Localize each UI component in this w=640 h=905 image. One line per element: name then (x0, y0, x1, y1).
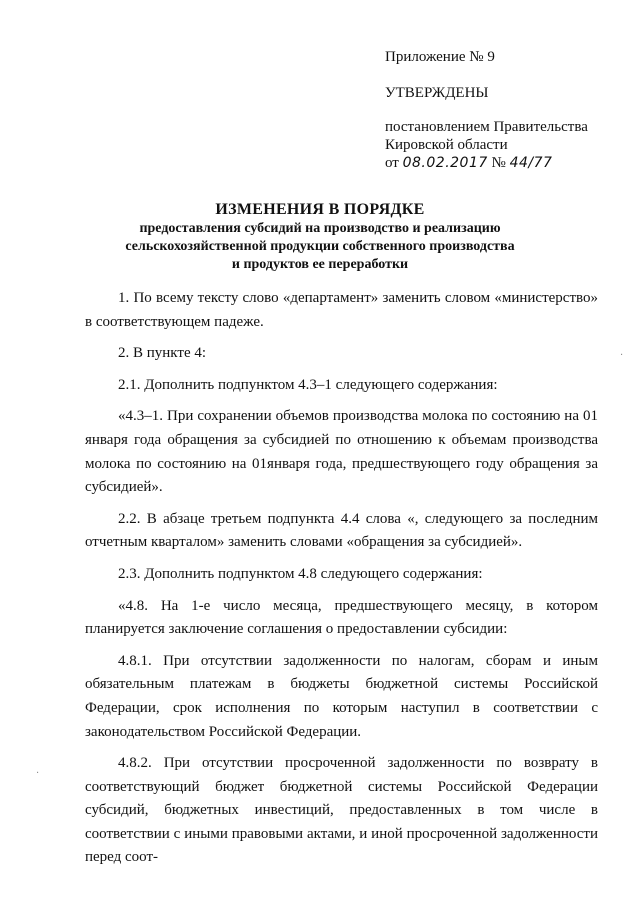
decree-date-handwritten: 08.02.2017 (402, 155, 488, 171)
paragraph-4-8-1: 4.8.1. При отсутствии задолженности по налогам, сборам и иным обязательным платежам в бюджеты бюджетной системы Российской Федерации, срок исполнения по которым наступил в соответствии с законодательством Российской Федерации. (85, 652, 598, 740)
decree-prefix: от (385, 155, 399, 171)
approved-label: УТВЕРЖДЕНЫ (385, 85, 489, 101)
approval-stamp-block (385, 48, 625, 172)
scan-speck: · (620, 350, 624, 361)
decree-line-2: Кировской области (385, 137, 508, 153)
decree-line-1: постановлением Правительства (385, 119, 588, 135)
document-title (60, 200, 580, 274)
paragraph-2-3: 2.3. Дополнить подпунктом 4.8 следующего содержания: (118, 565, 483, 582)
paragraph-2-2: 2.2. В абзаце третьем подпункта 4.4 слова «, следующего за последним отчетным кварталом» заменить словами «обращения за субсидией». (85, 510, 598, 551)
decree-number-handwritten: 44/77 (509, 155, 553, 171)
title-line-1: предоставления субсидий на производство и реализацию (139, 221, 501, 236)
decree-number-prefix: № (491, 155, 506, 171)
scan-speck: · (36, 768, 40, 779)
paragraph-4-3-1: «4.3–1. При сохранении объемов производства молока по состоянию на 01 января года обращения за субсидией по отношению к объемам производства молока по состоянию на 01января года, предшествующего году обращения за субсидией». (85, 408, 598, 496)
title-main: ИЗМЕНЕНИЯ В ПОРЯДКЕ (215, 201, 425, 218)
appendix-label: Приложение № 9 (385, 49, 495, 65)
title-line-2: сельскохозяйственной продукции собственного производства (125, 239, 515, 254)
paragraph-1: 1. По всему тексту слово «департамент» заменить словом «министерство» в соответствующем падеже. (85, 290, 598, 330)
title-line-3: и продуктов ее переработки (231, 257, 409, 272)
paragraph-4-8-2: 4.8.2. При отсутствии просроченной задолженности по возврату в соответствующий бюджет бюджетной системы Российской Федерации субсидий, бюджетных инвестиций, предоставленных в том числе в соответствии с иными правовыми актами, и иной просроченной задолженности перед соот- (85, 755, 598, 866)
decree-line-3 (385, 154, 625, 172)
paragraph-4-8: «4.8. На 1-е число месяца, предшествующего месяцу, в котором планируется заключение соглашения о предоставлении субсидии: (85, 597, 598, 638)
paragraph-2: 2. В пункте 4: (118, 345, 207, 362)
paragraph-2-1: 2.1. Дополнить подпунктом 4.3–1 следующего содержания: (118, 376, 498, 393)
document-body (85, 287, 598, 870)
